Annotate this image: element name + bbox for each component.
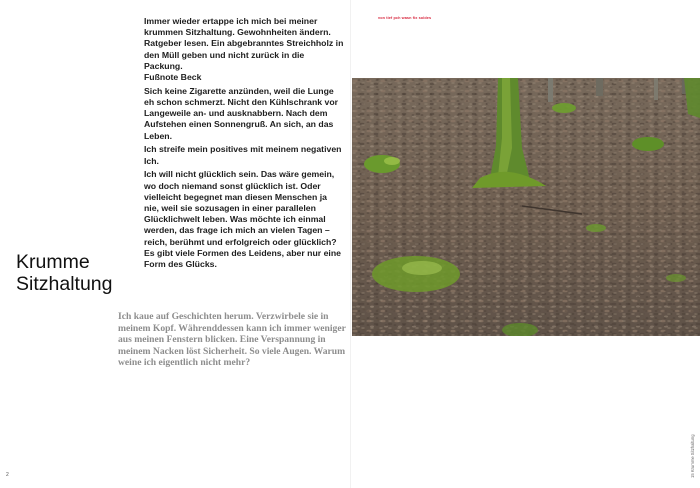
forest-photo-illustration xyxy=(352,78,700,336)
red-note: von tief pch wasn fix soldes xyxy=(378,16,432,20)
title-line: Sitzhaltung xyxy=(16,273,113,295)
title-line: Krumme xyxy=(16,251,90,273)
running-footer: 15 Krumme Sitzhaltung xyxy=(690,434,695,478)
article-title xyxy=(16,251,146,295)
footnote-label: Fußnote Beck xyxy=(144,72,202,83)
body-paragraph: Ich streife mein positives mit meinem negativen Ich. xyxy=(144,144,342,166)
body-paragraph: Immer wieder ertappe ich mich bei meiner krummen Sitzhaltung. Gewohnheiten ändern. Ratgeber lesen. Ein abgebranntes Streichholz in den Müll geben und nicht zurück in die Packung. xyxy=(144,16,344,71)
body-text-column xyxy=(144,16,344,273)
pull-quote: Ich kaue auf Geschichten herum. Verzwirbele sie in meinem Kopf. Währenddessen kann ich immer weniger aus meinen Fenstern blicken. Eine Verspannung in meinem Nacken löst Sicherheit. So viele Augen. Warum weine ich eigentlich nicht mehr? xyxy=(118,311,346,369)
forest-photo xyxy=(352,78,700,336)
page-gutter xyxy=(350,0,351,488)
body-paragraph: Ich will nicht glücklich sein. Das wäre gemein, wo doch niemand sonst glücklich ist. Oder vielleicht begegnet man diesen Menschen ja nie, weil sie sozusagen in einer parallelen Glücklichwelt leben. Was möchte ich einmal werden, das frage ich mich an vielen Tagen – reich, berühmt und erfolgreich oder glücklich? Es gibt viele Formen des Leidens, aber nur eine Form des Glücks. xyxy=(144,169,341,270)
body-paragraph: Sich keine Zigarette anzünden, weil die Lunge eh schon schmerzt. Nicht den Kühlschrank vor Langeweile an- und ausknabbern. Nach dem Aufstehen einen Sonnengruß. An sich, an das Leben. xyxy=(144,85,339,141)
page-number: 2 xyxy=(6,472,9,478)
